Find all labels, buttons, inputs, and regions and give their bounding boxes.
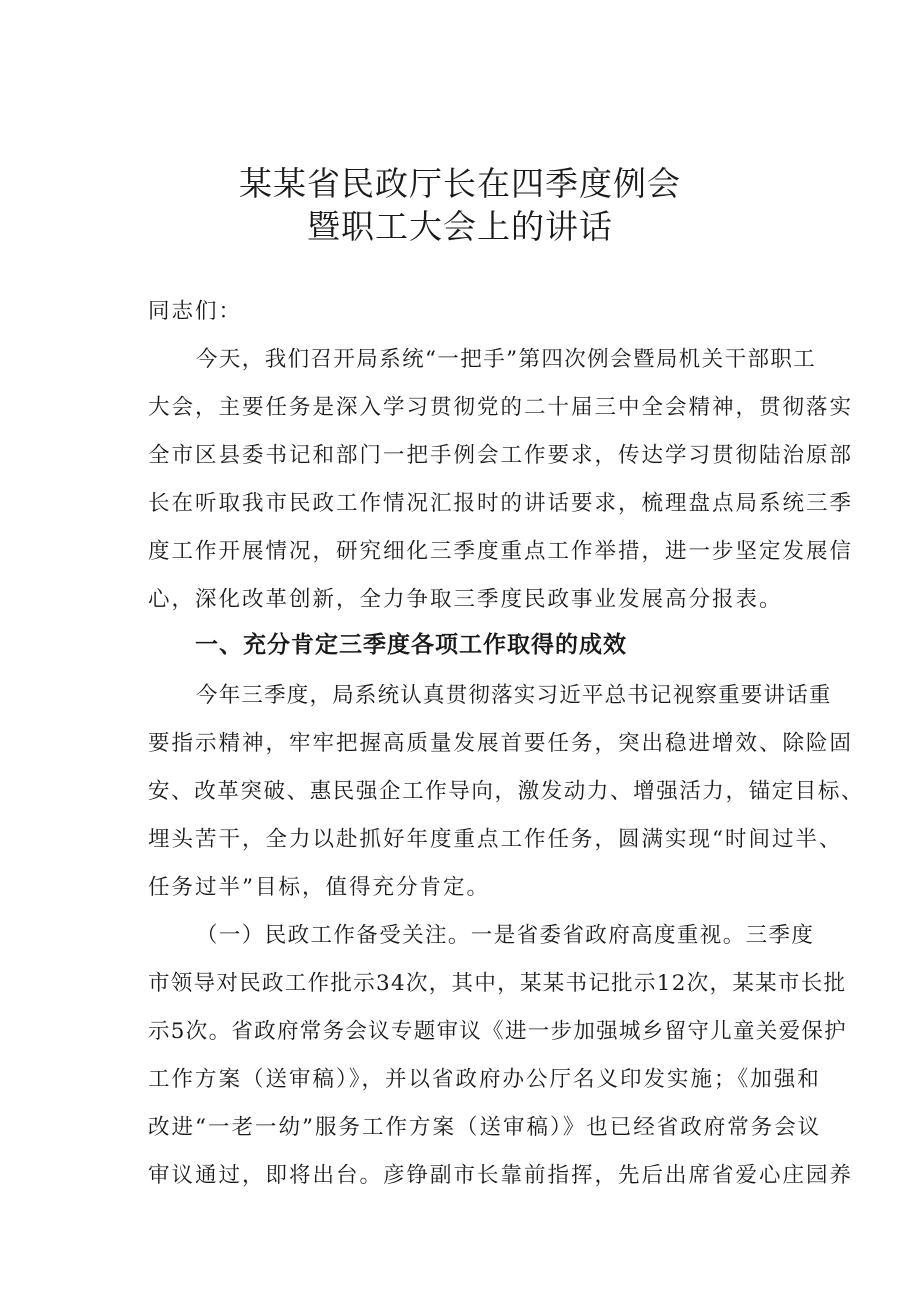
intro-line-2: 大会，主要任务是深入学习贯彻党的二十届三中全会精神，贯彻落实 bbox=[148, 395, 854, 420]
section-line-1: 今年三季度，局系统认真贯彻落实习近平总书记视察重要讲话重 bbox=[196, 683, 832, 708]
section-heading: 一、充分肯定三季度各项工作取得的成效 bbox=[195, 632, 627, 658]
section-line-4: 埋头苦干，全力以赴抓好年度重点工作任务，圆满实现“时间过半、 bbox=[148, 827, 843, 852]
subsection-line-2: 市领导对民政工作批示34次，其中，某某书记批示12次，某某市长批 bbox=[148, 971, 847, 996]
intro-line-3: 全市区县委书记和部门一把手例会工作要求，传达学习贯彻陆治原部 bbox=[148, 443, 854, 468]
subsection-line-1: （一）民政工作备受关注。一是省委省政府高度重视。三季度 bbox=[196, 923, 815, 948]
subsection-line-4: 工作方案（送审稿）》，并以省政府办公厅名义印发实施；《加强和 bbox=[148, 1067, 821, 1092]
intro-line-4: 长在听取我市民政工作情况汇报时的讲话要求，梳理盘点局系统三季 bbox=[148, 491, 854, 516]
subsection-line-3: 示5次。省政府常务会议专题审议《进一步加强城乡留守儿童关爱保护 bbox=[148, 1019, 847, 1044]
section-line-5: 任务过半”目标，值得充分肯定。 bbox=[148, 875, 490, 900]
document-title-line-2: 暨职工大会上的讲话 bbox=[307, 207, 613, 246]
intro-line-6: 心，深化改革创新，全力争取三季度民政事业发展高分报表。 bbox=[148, 587, 783, 612]
subsection-line-5: 改进“一老一幼”服务工作方案（送审稿）》也已经省政府常务会议 bbox=[148, 1115, 822, 1140]
intro-line-5: 度工作开展情况，研究细化三季度重点工作举措，进一步坚定发展信 bbox=[148, 539, 854, 564]
salutation: 同志们： bbox=[148, 299, 243, 324]
subsection-line-6: 审议通过，即将出台。彦铮副市长靠前指挥，先后出席省爱心庄园养 bbox=[148, 1163, 854, 1188]
section-line-2: 要指示精神，牢牢把握高质量发展首要任务，突出稳进增效、除险固 bbox=[148, 731, 854, 756]
section-line-3: 安、改革突破、惠民强企工作导向，激发动力、增强活力，锚定目标、 bbox=[148, 779, 865, 804]
intro-line-1: 今天，我们召开局系统“一把手”第四次例会暨局机关干部职工 bbox=[196, 347, 817, 372]
document-title-line-1: 某某省民政厅长在四季度例会 bbox=[239, 164, 681, 203]
